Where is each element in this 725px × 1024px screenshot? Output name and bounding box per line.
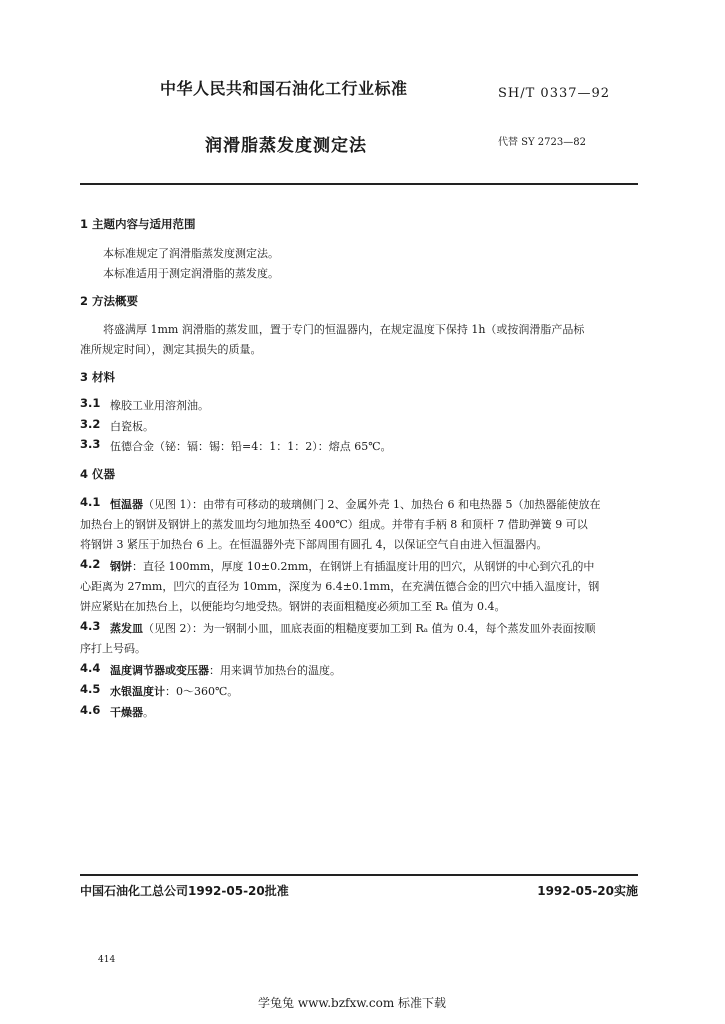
item-4-1-line-1: 恒温器（见图 1）：由带有可移动的玻璃侧门 2、金属外壳 1、加热台 6 和电热器 5（加热器能使放在 bbox=[110, 498, 601, 511]
item-4-6-label: 干燥器 bbox=[110, 706, 143, 719]
item-4-3-line-2: 序打上号码。 bbox=[80, 642, 146, 655]
item-4-2-line-2: 心距离为 27mm，凹穴的直径为 10mm，深度为 6.4±0.1mm，在充满伍德合金的凹穴中插入温度计，钢 bbox=[80, 580, 600, 593]
section-2-heading: 2 方法概要 bbox=[80, 294, 139, 308]
header-rule bbox=[80, 183, 638, 185]
approval-line: 中国石油化工总公司1992-05-20批准 bbox=[80, 884, 289, 898]
item-number: 3.3 bbox=[80, 437, 101, 451]
item-number: 4.5 bbox=[80, 682, 101, 696]
replaces-standard: 代替 SY 2723—82 bbox=[498, 137, 586, 148]
item-4-5-text: 水银温度计：0～360℃。 bbox=[110, 685, 239, 698]
item-number: 4.2 bbox=[80, 557, 101, 571]
item-4-4-label: 温度调节器或变压器 bbox=[110, 664, 209, 677]
item-number: 4.6 bbox=[80, 703, 101, 717]
item-number: 4.3 bbox=[80, 619, 101, 633]
item-4-1-line-2: 加热台上的钢饼及钢饼上的蒸发皿均匀地加热至 400℃）组成。并带有手柄 8 和顶杆 7 借助弹簧 9 可以 bbox=[80, 518, 588, 531]
item-text: 白瓷板。 bbox=[110, 420, 154, 433]
section-4-heading: 4 仪器 bbox=[80, 467, 116, 481]
item-4-2-line-3: 饼应紧贴在加热台上，以便能均匀地受热。钢饼的表面粗糙度必须加工至 Rₐ 值为 0.4。 bbox=[80, 600, 506, 613]
issuing-authority: 中华人民共和国石油化工行业标准 bbox=[160, 79, 408, 98]
page-number: 414 bbox=[98, 955, 116, 965]
item-4-3-label: 蒸发皿 bbox=[110, 622, 143, 635]
effective-date: 1992-05-20实施 bbox=[537, 884, 638, 898]
footer-rule bbox=[80, 874, 638, 876]
item-text: 伍德合金（铋：镉：锡：铅=4：1：1：2）：熔点 65℃。 bbox=[110, 440, 392, 453]
section-3-heading: 3 材料 bbox=[80, 370, 116, 384]
section-1-para-2: 本标准适用于测定润滑脂的蒸发度。 bbox=[103, 267, 279, 280]
standard-code: SH/T 0337—92 bbox=[498, 86, 611, 101]
section-1-para-1: 本标准规定了润滑脂蒸发度测定法。 bbox=[103, 247, 279, 260]
section-2-para-line-1: 将盛满厚 1mm 润滑脂的蒸发皿，置于专门的恒温器内，在规定温度下保持 1h（或按润滑脂产品标 bbox=[103, 323, 585, 336]
section-1-heading: 1 主题内容与适用范围 bbox=[80, 217, 196, 231]
item-number: 4.4 bbox=[80, 661, 101, 675]
item-4-5-label: 水银温度计 bbox=[110, 685, 165, 698]
item-4-1-label: 恒温器 bbox=[110, 498, 143, 511]
item-text: 橡胶工业用溶剂油。 bbox=[110, 399, 209, 412]
item-4-1-line-3: 将钢饼 3 紧压于加热台 6 上。在恒温器外壳下部周围有圆孔 4，以保证空气自由进入恒温器内。 bbox=[80, 538, 548, 551]
item-number: 3.1 bbox=[80, 396, 101, 410]
item-4-3-line-1: 蒸发皿（见图 2）：为一钢制小皿，皿底表面的粗糙度要加工到 Rₐ 值为 0.4，每个蒸发皿外表面按顺 bbox=[110, 622, 596, 635]
document-title: 润滑脂蒸发度测定法 bbox=[205, 136, 367, 156]
item-4-4-text: 温度调节器或变压器：用来调节加热台的温度。 bbox=[110, 664, 341, 677]
item-4-6-text: 干燥器。 bbox=[110, 706, 154, 719]
item-number: 3.2 bbox=[80, 417, 101, 431]
watermark-text: 学兔兔 www.bzfxw.com 标准下载 bbox=[258, 996, 447, 1010]
item-number: 4.1 bbox=[80, 495, 101, 509]
section-2-para-line-2: 准所规定时间），测定其损失的质量。 bbox=[80, 343, 262, 356]
item-4-2-label: 钢饼 bbox=[110, 560, 132, 573]
item-4-2-line-1: 钢饼：直径 100mm，厚度 10±0.2mm，在钢饼上有插温度计用的凹穴，从钢饼的中心到穴孔的中 bbox=[110, 560, 595, 573]
